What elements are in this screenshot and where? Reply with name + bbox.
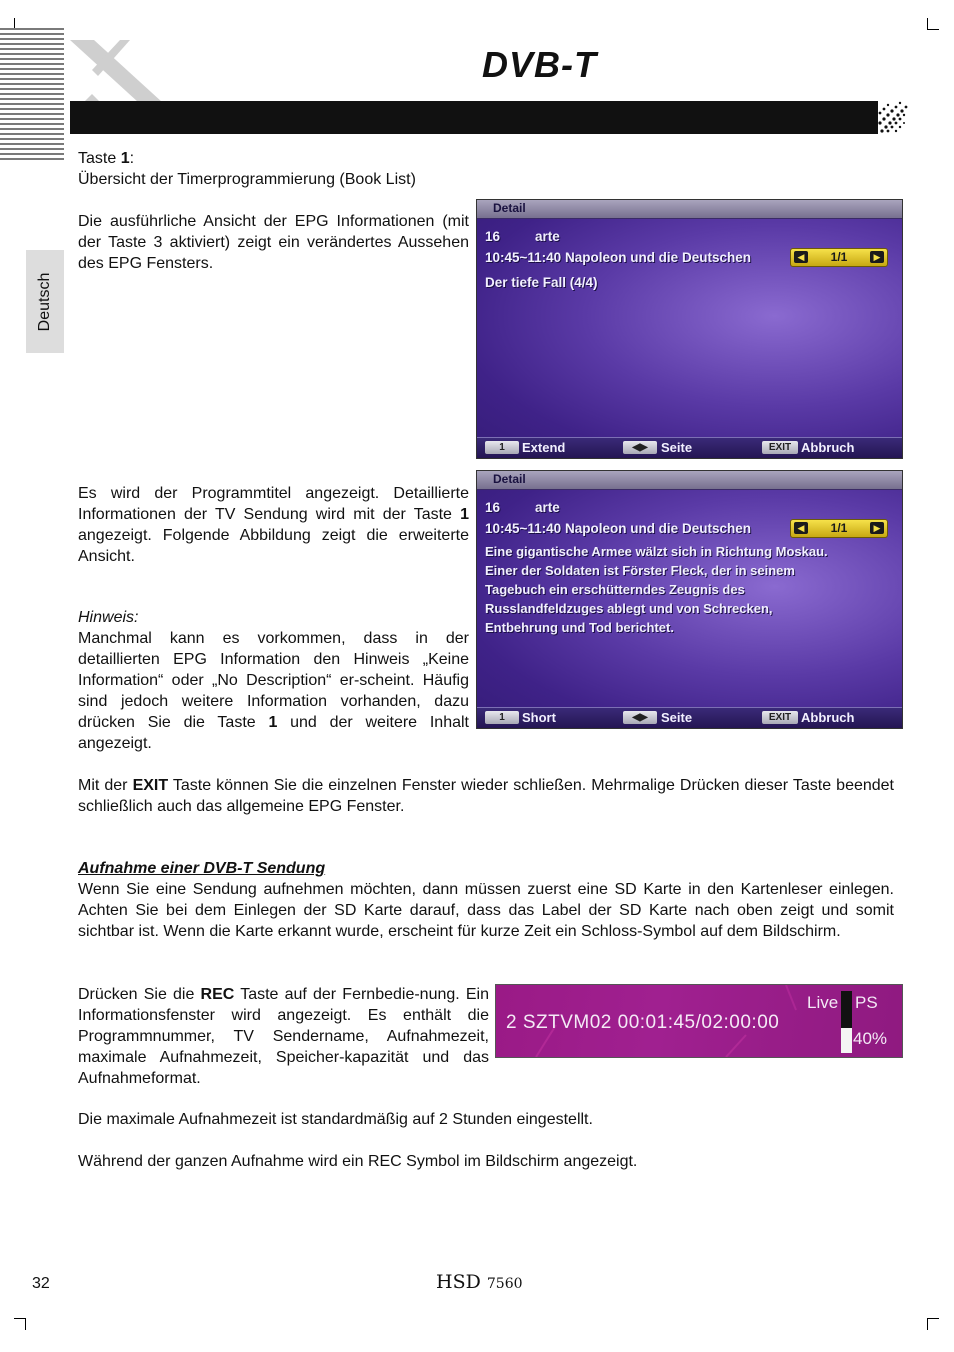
brand-name: HSD: [436, 1271, 481, 1293]
arrow-left-icon: ◀: [794, 522, 808, 534]
language-tab: [26, 250, 64, 353]
text: Taste können Sie die einzelnen Fenster wieder schließen. Mehrmalige Drücken dieser Taste beendet schließlich auch das allgemeine EPG Fenster.: [78, 777, 895, 815]
paragraph-rec: [78, 984, 489, 1089]
text: Drücken Sie die: [78, 986, 201, 1003]
live-label: Live: [807, 993, 839, 1012]
channel-no: 16: [485, 500, 501, 515]
crop-mark: [927, 1318, 939, 1319]
crop-mark: [927, 29, 939, 30]
exit-key-icon: EXIT: [762, 711, 798, 724]
paragraph-note: [78, 628, 469, 754]
program-time-title: 10:45~11:40 Napoleon und die Deutschen: [485, 250, 751, 265]
epg-detail-screen-short: [476, 199, 903, 459]
page-indicator: [790, 519, 888, 538]
header-stripes: [0, 28, 64, 160]
text: :: [129, 150, 135, 167]
arrow-left-icon: ◀: [794, 251, 808, 263]
key-label: 1: [120, 150, 130, 167]
capacity-meter: [841, 991, 852, 1053]
screen-footer: [477, 707, 902, 728]
key-2-label: Seite: [661, 440, 693, 455]
key-label: EXIT: [132, 777, 169, 794]
key-3-label: Abbruch: [801, 710, 855, 725]
dot-pattern-icon: [866, 101, 910, 134]
arrow-right-icon: ▶: [870, 522, 884, 534]
text: Übersicht der Timerprogrammierung (Book List): [78, 171, 416, 188]
paragraph-epg-detail: Die ausführliche Ansicht der EPG Informationen (mit der Taste 3 aktiviert) zeigt ein verändertes Aussehen des EPG Fensters.: [78, 213, 469, 272]
paragraph-taste-1: [78, 148, 478, 190]
key-1-icon: 1: [485, 441, 519, 454]
key-label: 1: [460, 506, 469, 523]
text: Taste: [78, 150, 121, 167]
paragraph-sd-card: Wenn Sie eine Sendung aufnehmen möchten, dann müssen zuerst eine SD Karte in den Kartenleser einlegen. Achten Sie bei dem Einlegen der SD Karte darauf, dass das Label der SD Karte nach oben zeigt und somit sichtbar ist. Wenn die Karte erkannt wurde, erscheint für kurze Zeit ein Schloss-Symbol auf dem Bildschirm.: [78, 881, 894, 940]
paragraph-max-time: Die maximale Aufnahmezeit ist standardmäßig auf 2 Stunden eingestellt.: [78, 1111, 593, 1128]
crop-mark: [25, 1318, 26, 1330]
screen-footer: [477, 437, 902, 458]
language-tab-label: Deutsch: [36, 272, 53, 331]
text: angezeigt. Folgende Abbildung zeigt die erweiterte Ansicht.: [78, 527, 469, 565]
page-indicator: [790, 248, 888, 267]
text: Es wird der Programmtitel angezeigt. Detaillierte Informationen der TV Sendung wird mit der Taste: [78, 485, 469, 523]
note-label: Hinweis:: [78, 609, 139, 626]
capacity-label: 40%: [853, 1029, 888, 1048]
model-number: 7560: [486, 1276, 523, 1292]
paragraph-rec-symbol: Während der ganzen Aufnahme wird ein REC Symbol im Bildschirm angezeigt.: [78, 1153, 638, 1170]
text: Taste auf der Fernbedie-nung. Ein Informationsfenster wird angezeigt. Es enthält die Programmnummer, TV Sendername, Aufnahmezeit, maximale Aufnahmezeit, Speicher-kapazität und das Aufnahmeformat.: [78, 986, 489, 1087]
recording-info: 2 SZTVM02 00:01:45/02:00:00: [506, 1012, 780, 1033]
screen-header-label: Detail: [493, 472, 526, 486]
screen-header: [477, 471, 902, 490]
section-heading: Aufnahme einer DVB-T Sendung: [78, 860, 326, 877]
description-line: Entbehrung und Tod berichtet.: [485, 620, 674, 635]
capacity-meter-fill: [841, 1028, 852, 1053]
description-line: Tagebuch ein erschütterndes Zeugnis des: [485, 582, 745, 597]
key-1-icon: 1: [485, 711, 519, 724]
key-3-label: Abbruch: [801, 440, 855, 455]
description-line: Russlandfeldzuges ablegt und von Schrecken,: [485, 601, 773, 616]
header-bar: [70, 101, 874, 134]
key-1-label: Short: [522, 710, 556, 725]
recording-info-banner: [495, 984, 903, 1058]
arrow-right-icon: ▶: [870, 251, 884, 263]
brand-model: [436, 1271, 523, 1293]
key-label: 1: [268, 714, 278, 731]
page-indicator-label: 1/1: [830, 250, 848, 264]
left-right-arrows-icon: ◀▶: [623, 441, 657, 454]
x-logo-icon: [64, 26, 174, 106]
text: Mit der: [78, 777, 133, 794]
crop-mark: [927, 1318, 928, 1330]
key-1-label: Extend: [522, 440, 566, 455]
screen-header: [477, 200, 902, 219]
left-right-arrows-icon: ◀▶: [623, 711, 657, 724]
program-subtitle: Der tiefe Fall (4/4): [485, 275, 598, 290]
epg-detail-screen-extended: [476, 470, 903, 729]
text: Manchmal kann es vorkommen, dass in der detaillierten EPG Information den Hinweis „Keine Information“ oder „No Description“ er-scheint. Häufig sind jedoch weitere Information vorhanden, dazu drücken Sie die Taste: [78, 630, 469, 731]
paragraph-exit: [78, 775, 894, 817]
text: und der weitere Inhalt angezeigt.: [78, 714, 469, 752]
key-label: REC: [200, 986, 235, 1003]
screen-header-label: Detail: [493, 201, 526, 215]
exit-key-icon: EXIT: [762, 441, 798, 454]
paragraph-program-title: [78, 483, 469, 567]
program-time-title: 10:45~11:40 Napoleon und die Deutschen: [485, 521, 751, 536]
page-title: DVB-T: [482, 44, 597, 85]
channel-name: arte: [535, 500, 560, 515]
description-line: Eine gigantische Armee wälzt sich in Richtung Moskau.: [485, 544, 828, 559]
page-number: 32: [32, 1275, 50, 1292]
description-line: Einer der Soldaten ist Förster Fleck, der in seinem: [485, 563, 795, 578]
format-label: PS: [855, 993, 878, 1012]
channel-name: arte: [535, 229, 560, 244]
channel-no: 16: [485, 229, 501, 244]
page-indicator-label: 1/1: [830, 521, 848, 535]
key-2-label: Seite: [661, 710, 693, 725]
